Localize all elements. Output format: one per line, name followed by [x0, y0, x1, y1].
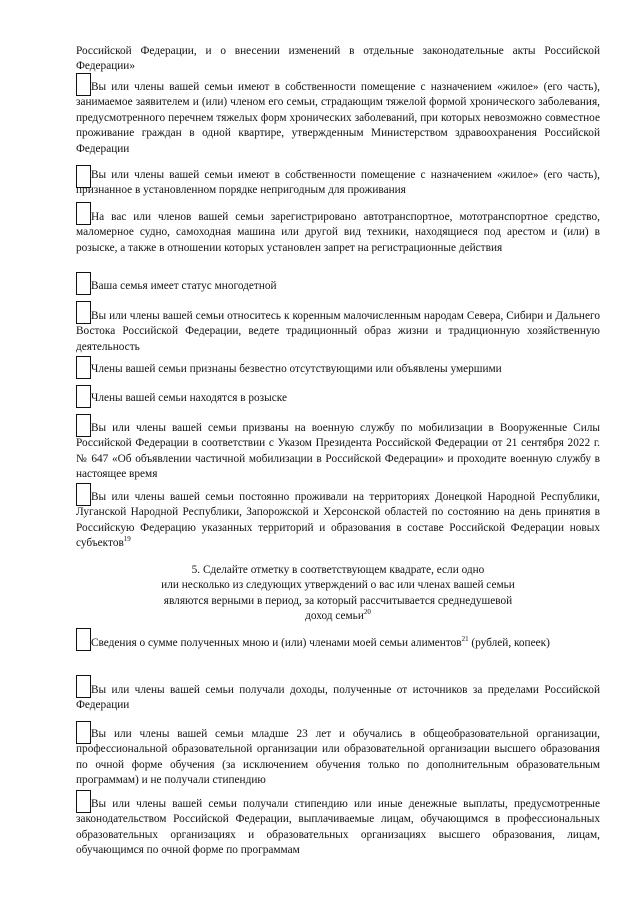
section5-heading: 5. Сделайте отметку в соответствующем квадрате, если одно или несколько из следующих утверждений о вас или членах вашей семьи являются верными в период, за который рассчитывается среднедушевой доход семьи$^{20}$	[161, 564, 515, 623]
item-foreign-income: Вы или члены вашей семьи получали доходы, полученные от источников за пределами Российской Федерации	[76, 684, 600, 712]
item-unfit-housing: Вы или члены вашей семьи имеют в собственности помещение с назначением «жилое» (его часть), признанное в установленном порядке непригодным для проживания	[76, 169, 600, 197]
item-wanted: Члены вашей семьи находятся в розыске	[91, 392, 287, 404]
footnote-20: 20	[363, 608, 371, 617]
item-indigenous: Вы или члены вашей семьи относитесь к коренным малочисленным народам Севера, Сибири и Дальнего Востока Российской Федерации, ведете традиционный образ жизни и традиционную хозяйственную деятельность	[76, 310, 600, 353]
item-alimony: Сведения о сумме полученных мною и (или) членами моей семьи алиментов$^{21}$ (рублей, копеек)	[91, 635, 550, 649]
item-missing-deceased: Члены вашей семьи признаны безвестно отсутствующими или объявлены умершими	[91, 363, 502, 375]
item-student-no-stipend: Вы или члены вашей семьи младше 23 лет и обучались в общеобразовательной организации, профессиональной образовательной организации или образовательной организации высшего образования по очной форме обучения (за исключением обучения только по дополнительным образовательным программам) и не получали стипендию	[76, 728, 600, 787]
intro-paragraph: Российской Федерации, и о внесении изменений в отдельные законодательные акты Российской Федерации»	[76, 45, 600, 73]
item-chronic-disease: Вы или члены вашей семьи имеют в собственности помещение с назначением «жилое» (его часть), занимаемое заявителем и (или) членом его семьи, страдающим тяжелой формой хронического заболевания, предусмотренного перечнем тяжелых форм хронических заболеваний, при которых невозможно совместное проживание граждан в одной квартире, утвержденным Министерством здравоохранения Российской Федерации	[76, 81, 600, 155]
item-mobilization: Вы или члены вашей семьи призваны на военную службу по мобилизации в Вооруженные Силы Российской Федерации в соответствии с Указом Президента Российской Федерации от 21 сентября 2022 г. № 647 «Об объявлении частичной мобилизации в Российской Федерации» и проходите военную службу в настоящее время	[76, 422, 600, 481]
item-large-family: Ваша семья имеет статус многодетной	[91, 280, 277, 292]
footnote-21: 21	[461, 635, 469, 644]
item-vehicle-arrest: На вас или членов вашей семьи зарегистрировано автотранспортное, мототранспортное средство, маломерное судно, самоходная машина или другой вид техники, находящиеся под арестом и (или) в розыске, а также в отношении которых установлен запрет на регистрационные действия	[76, 211, 600, 254]
footnote-19: 19	[123, 535, 131, 544]
item-stipend: Вы или члены вашей семьи получали стипендию или иные денежные выплаты, предусмотренные законодательством Российской Федерации, выплачиваемые лицам, обучающимся в профессиональных образовательных организациях и образовательных организациях высшего образования, лицам, обучающимся по очной форме по программам	[76, 798, 600, 857]
item-new-territories: Вы или члены вашей семьи постоянно проживали на территориях Донецкой Народной Республики, Луганской Народной Республики, Запорожской и Херсонской областей по состоянию на день принятия в Российскую Федерацию указанных территорий и образования в составе Российской Федерации новых субъектов$^{19}$	[76, 491, 600, 550]
